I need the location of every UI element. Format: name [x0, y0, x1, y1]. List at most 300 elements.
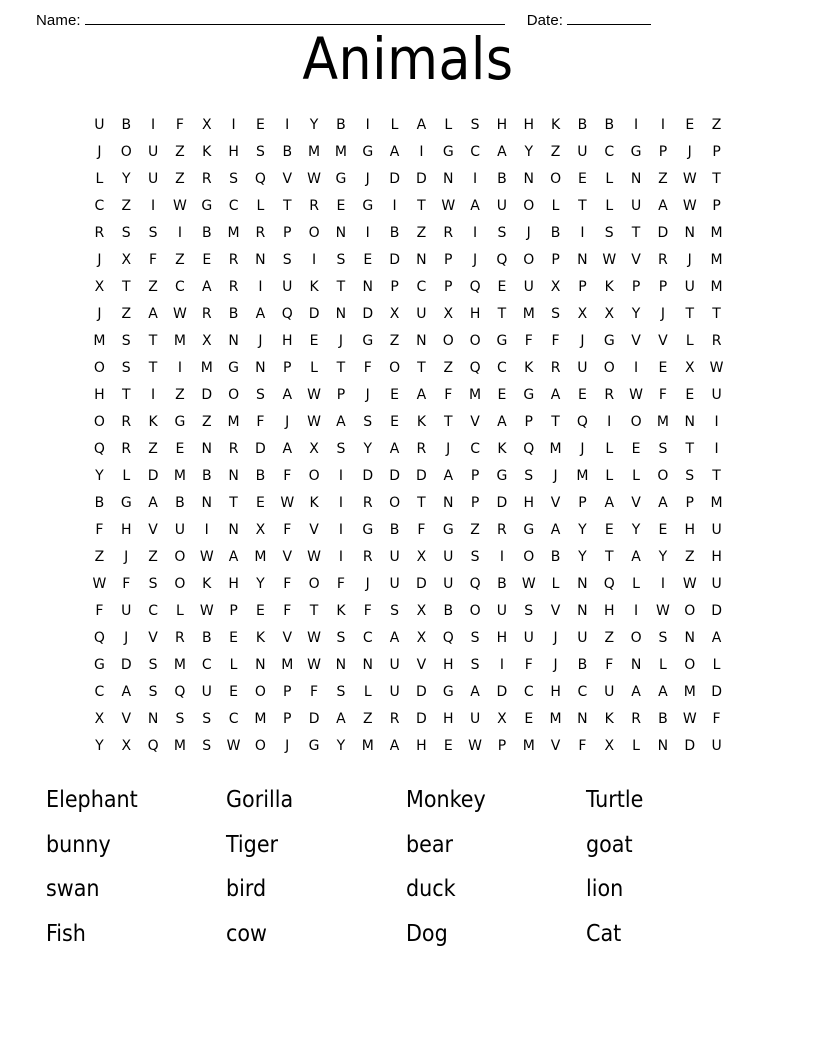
grid-cell[interactable]: W: [307, 657, 321, 673]
grid-cell[interactable]: M: [334, 144, 347, 160]
grid-cell[interactable]: N: [443, 171, 454, 187]
grid-cell[interactable]: T: [631, 225, 641, 241]
grid-cell[interactable]: R: [362, 495, 373, 511]
grid-cell[interactable]: O: [657, 468, 669, 484]
grid-cell[interactable]: J: [553, 630, 558, 646]
grid-cell[interactable]: W: [521, 576, 536, 592]
grid-cell[interactable]: I: [580, 225, 585, 241]
grid-cell[interactable]: N: [443, 495, 454, 511]
grid-cell[interactable]: M: [173, 468, 186, 484]
grid-cell[interactable]: E: [229, 684, 238, 700]
grid-cell[interactable]: D: [389, 252, 400, 268]
grid-cell[interactable]: L: [685, 333, 694, 349]
grid-cell[interactable]: D: [657, 225, 669, 241]
grid-cell[interactable]: Q: [523, 441, 535, 457]
grid-cell[interactable]: N: [201, 441, 212, 457]
grid-cell[interactable]: J: [365, 576, 370, 592]
grid-cell[interactable]: V: [282, 171, 293, 187]
grid-cell[interactable]: C: [228, 198, 239, 214]
grid-cell[interactable]: B: [201, 468, 212, 484]
grid-cell[interactable]: C: [416, 279, 427, 295]
grid-cell[interactable]: O: [254, 738, 266, 754]
grid-cell[interactable]: F: [712, 711, 721, 727]
grid-cell[interactable]: I: [258, 279, 263, 295]
grid-cell[interactable]: H: [228, 144, 239, 160]
grid-cell[interactable]: U: [174, 522, 186, 538]
grid-cell[interactable]: C: [470, 144, 480, 160]
grid-cell[interactable]: Z: [148, 549, 158, 565]
grid-cell[interactable]: I: [151, 198, 156, 214]
grid-cell[interactable]: O: [523, 198, 535, 214]
grid-cell[interactable]: I: [151, 117, 156, 133]
grid-cell[interactable]: D: [201, 387, 213, 403]
grid-cell[interactable]: F: [283, 522, 292, 538]
grid-cell[interactable]: N: [255, 252, 266, 268]
grid-cell[interactable]: F: [524, 657, 533, 673]
grid-cell[interactable]: C: [175, 279, 185, 295]
grid-cell[interactable]: Z: [470, 522, 480, 538]
grid-cell[interactable]: D: [684, 738, 696, 754]
grid-cell[interactable]: D: [362, 306, 374, 322]
grid-cell[interactable]: N: [416, 252, 427, 268]
grid-cell[interactable]: E: [497, 387, 507, 403]
grid-cell[interactable]: T: [712, 468, 721, 484]
grid-cell[interactable]: G: [201, 198, 213, 214]
grid-cell[interactable]: Q: [281, 306, 293, 322]
grid-cell[interactable]: F: [578, 738, 587, 754]
grid-cell[interactable]: B: [443, 603, 454, 619]
grid-cell[interactable]: Y: [578, 522, 587, 538]
grid-cell[interactable]: T: [309, 603, 319, 619]
grid-cell[interactable]: T: [336, 279, 346, 295]
grid-cell[interactable]: L: [444, 117, 453, 133]
grid-cell[interactable]: S: [202, 738, 212, 754]
grid-cell[interactable]: A: [282, 441, 293, 457]
grid-cell[interactable]: D: [389, 468, 400, 484]
grid-cell[interactable]: S: [336, 684, 346, 700]
grid-cell[interactable]: C: [228, 711, 239, 727]
grid-cell[interactable]: Q: [174, 684, 186, 700]
grid-cell[interactable]: W: [92, 576, 107, 592]
grid-cell[interactable]: R: [121, 441, 132, 457]
date-field[interactable]: [527, 12, 651, 28]
word-search-grid[interactable]: [86, 112, 730, 760]
grid-cell[interactable]: H: [281, 333, 293, 349]
grid-cell[interactable]: M: [308, 144, 321, 160]
grid-cell[interactable]: J: [553, 657, 558, 673]
name-write-line[interactable]: [85, 12, 505, 25]
grid-cell[interactable]: U: [523, 279, 534, 295]
grid-cell[interactable]: S: [470, 549, 480, 565]
grid-cell[interactable]: M: [173, 738, 186, 754]
grid-cell[interactable]: M: [469, 387, 482, 403]
grid-cell[interactable]: H: [496, 117, 508, 133]
grid-cell[interactable]: I: [473, 171, 478, 187]
grid-cell[interactable]: N: [201, 495, 212, 511]
grid-cell[interactable]: N: [335, 657, 347, 673]
grid-cell[interactable]: N: [416, 333, 427, 349]
grid-cell[interactable]: X: [389, 306, 400, 322]
grid-cell[interactable]: S: [470, 117, 480, 133]
grid-cell[interactable]: Q: [93, 630, 105, 646]
grid-cell[interactable]: D: [416, 576, 427, 592]
grid-cell[interactable]: P: [631, 279, 641, 295]
grid-cell[interactable]: O: [389, 360, 401, 376]
grid-cell[interactable]: G: [630, 144, 642, 160]
grid-cell[interactable]: L: [605, 468, 614, 484]
grid-cell[interactable]: V: [550, 738, 561, 754]
grid-cell[interactable]: C: [148, 603, 158, 619]
grid-cell[interactable]: O: [684, 603, 696, 619]
grid-cell[interactable]: F: [256, 414, 265, 430]
grid-cell[interactable]: S: [390, 603, 400, 619]
grid-cell[interactable]: A: [336, 414, 346, 430]
grid-cell[interactable]: Q: [469, 360, 481, 376]
grid-cell[interactable]: O: [442, 333, 454, 349]
grid-cell[interactable]: Q: [469, 279, 481, 295]
grid-cell[interactable]: M: [710, 225, 723, 241]
grid-cell[interactable]: M: [576, 468, 589, 484]
grid-cell[interactable]: L: [632, 738, 640, 754]
grid-cell[interactable]: T: [578, 198, 587, 214]
grid-cell[interactable]: G: [174, 414, 186, 430]
grid-cell[interactable]: N: [684, 630, 695, 646]
grid-cell[interactable]: S: [148, 225, 158, 241]
grid-cell[interactable]: U: [443, 576, 454, 592]
word-list-item[interactable]: swan: [46, 876, 100, 902]
grid-cell[interactable]: S: [470, 630, 480, 646]
grid-cell[interactable]: Q: [469, 576, 481, 592]
grid-cell[interactable]: V: [470, 414, 480, 430]
grid-cell[interactable]: K: [336, 603, 346, 619]
grid-cell[interactable]: O: [174, 549, 186, 565]
grid-cell[interactable]: T: [229, 495, 238, 511]
grid-cell[interactable]: B: [604, 117, 615, 133]
grid-cell[interactable]: H: [523, 117, 534, 133]
grid-cell[interactable]: B: [550, 225, 561, 241]
grid-cell[interactable]: U: [389, 576, 400, 592]
grid-cell[interactable]: K: [497, 441, 507, 457]
grid-cell[interactable]: L: [122, 468, 131, 484]
grid-cell[interactable]: R: [228, 279, 239, 295]
grid-cell[interactable]: Z: [121, 306, 132, 322]
grid-cell[interactable]: R: [658, 252, 668, 268]
grid-cell[interactable]: Q: [576, 414, 588, 430]
grid-cell[interactable]: P: [390, 279, 399, 295]
grid-cell[interactable]: M: [361, 738, 374, 754]
grid-cell[interactable]: J: [97, 306, 102, 322]
grid-cell[interactable]: P: [524, 414, 533, 430]
grid-cell[interactable]: M: [281, 657, 294, 673]
grid-cell[interactable]: E: [202, 252, 212, 268]
grid-cell[interactable]: O: [389, 495, 401, 511]
grid-cell[interactable]: H: [442, 711, 454, 727]
grid-cell[interactable]: J: [258, 333, 263, 349]
grid-cell[interactable]: X: [684, 360, 695, 376]
grid-cell[interactable]: P: [336, 387, 346, 403]
grid-cell[interactable]: L: [712, 657, 721, 673]
grid-cell[interactable]: W: [468, 738, 482, 754]
grid-cell[interactable]: V: [148, 630, 158, 646]
grid-cell[interactable]: T: [685, 441, 695, 457]
grid-cell[interactable]: V: [631, 495, 641, 511]
grid-cell[interactable]: U: [523, 630, 534, 646]
grid-cell[interactable]: K: [416, 414, 426, 430]
grid-cell[interactable]: N: [630, 171, 642, 187]
grid-cell[interactable]: R: [309, 198, 319, 214]
grid-cell[interactable]: B: [336, 117, 346, 133]
grid-cell[interactable]: H: [550, 684, 561, 700]
grid-cell[interactable]: J: [365, 387, 370, 403]
grid-cell[interactable]: C: [201, 657, 212, 673]
grid-cell[interactable]: H: [684, 522, 695, 538]
grid-cell[interactable]: S: [336, 441, 346, 457]
grid-cell[interactable]: V: [631, 252, 641, 268]
grid-cell[interactable]: T: [417, 360, 426, 376]
grid-cell[interactable]: M: [549, 441, 562, 457]
grid-cell[interactable]: A: [658, 495, 668, 511]
grid-cell[interactable]: N: [523, 171, 534, 187]
grid-cell[interactable]: A: [497, 414, 507, 430]
grid-cell[interactable]: J: [124, 549, 129, 565]
grid-cell[interactable]: Z: [175, 252, 185, 268]
grid-cell[interactable]: K: [255, 630, 265, 646]
grid-cell[interactable]: P: [229, 603, 238, 619]
grid-cell[interactable]: A: [389, 441, 400, 457]
grid-cell[interactable]: S: [658, 630, 668, 646]
grid-cell[interactable]: E: [443, 738, 453, 754]
grid-cell[interactable]: S: [336, 252, 346, 268]
grid-cell[interactable]: P: [283, 711, 292, 727]
grid-cell[interactable]: W: [172, 306, 187, 322]
grid-cell[interactable]: U: [389, 549, 400, 565]
grid-cell[interactable]: A: [658, 684, 668, 700]
word-list-item[interactable]: cow: [226, 920, 267, 947]
grid-cell[interactable]: Z: [389, 333, 400, 349]
grid-cell[interactable]: T: [551, 414, 560, 430]
grid-cell[interactable]: E: [658, 360, 668, 376]
grid-cell[interactable]: M: [710, 279, 723, 295]
grid-cell[interactable]: P: [578, 495, 587, 511]
grid-cell[interactable]: M: [227, 225, 240, 241]
grid-cell[interactable]: I: [714, 414, 719, 430]
grid-cell[interactable]: V: [148, 522, 158, 538]
grid-cell[interactable]: O: [603, 360, 615, 376]
grid-cell[interactable]: E: [497, 279, 507, 295]
grid-cell[interactable]: B: [228, 306, 239, 322]
grid-cell[interactable]: A: [121, 684, 132, 700]
grid-cell[interactable]: X: [121, 738, 132, 754]
grid-cell[interactable]: P: [444, 279, 453, 295]
grid-cell[interactable]: F: [363, 603, 372, 619]
grid-cell[interactable]: R: [121, 414, 132, 430]
grid-cell[interactable]: I: [151, 387, 156, 403]
grid-cell[interactable]: T: [336, 360, 346, 376]
grid-cell[interactable]: S: [148, 657, 158, 673]
grid-cell[interactable]: R: [416, 441, 427, 457]
grid-cell[interactable]: U: [711, 738, 722, 754]
grid-cell[interactable]: W: [682, 711, 697, 727]
word-list-item[interactable]: Turtle: [586, 787, 644, 813]
grid-cell[interactable]: I: [177, 360, 182, 376]
grid-cell[interactable]: R: [631, 711, 641, 727]
grid-cell[interactable]: X: [94, 711, 105, 727]
grid-cell[interactable]: D: [416, 711, 427, 727]
grid-cell[interactable]: E: [390, 387, 399, 403]
grid-cell[interactable]: N: [684, 414, 695, 430]
grid-cell[interactable]: S: [470, 657, 480, 673]
grid-cell[interactable]: Q: [603, 576, 615, 592]
grid-cell[interactable]: U: [389, 657, 400, 673]
grid-cell[interactable]: E: [577, 171, 587, 187]
grid-cell[interactable]: P: [497, 738, 507, 754]
grid-cell[interactable]: W: [307, 171, 321, 187]
grid-cell[interactable]: U: [604, 684, 615, 700]
grid-cell[interactable]: K: [524, 360, 534, 376]
grid-cell[interactable]: P: [685, 495, 694, 511]
grid-cell[interactable]: U: [147, 144, 159, 160]
grid-cell[interactable]: W: [199, 549, 214, 565]
grid-cell[interactable]: R: [228, 441, 239, 457]
grid-cell[interactable]: I: [634, 360, 639, 376]
grid-cell[interactable]: A: [470, 198, 480, 214]
grid-cell[interactable]: I: [312, 252, 317, 268]
grid-cell[interactable]: X: [255, 522, 266, 538]
grid-cell[interactable]: W: [441, 198, 456, 214]
grid-cell[interactable]: B: [201, 630, 212, 646]
grid-cell[interactable]: K: [604, 711, 614, 727]
grid-cell[interactable]: M: [173, 657, 186, 673]
grid-cell[interactable]: F: [283, 576, 292, 592]
grid-cell[interactable]: D: [416, 171, 427, 187]
grid-cell[interactable]: T: [282, 198, 292, 214]
grid-cell[interactable]: W: [172, 198, 187, 214]
grid-cell[interactable]: D: [255, 441, 266, 457]
grid-cell[interactable]: X: [497, 711, 507, 727]
grid-cell[interactable]: I: [231, 117, 236, 133]
grid-cell[interactable]: I: [473, 225, 478, 241]
grid-cell[interactable]: D: [496, 495, 508, 511]
grid-cell[interactable]: H: [523, 495, 534, 511]
grid-cell[interactable]: Y: [309, 117, 319, 133]
grid-cell[interactable]: O: [550, 171, 562, 187]
grid-cell[interactable]: J: [580, 441, 585, 457]
grid-cell[interactable]: B: [658, 711, 668, 727]
grid-cell[interactable]: F: [417, 522, 426, 538]
grid-cell[interactable]: W: [226, 738, 241, 754]
grid-cell[interactable]: F: [95, 522, 104, 538]
grid-cell[interactable]: K: [309, 279, 319, 295]
grid-cell[interactable]: Y: [631, 306, 641, 322]
grid-cell[interactable]: O: [630, 414, 642, 430]
grid-cell[interactable]: W: [307, 630, 321, 646]
grid-cell[interactable]: U: [443, 549, 454, 565]
grid-cell[interactable]: M: [710, 252, 723, 268]
grid-cell[interactable]: F: [524, 333, 533, 349]
grid-cell[interactable]: U: [416, 306, 427, 322]
grid-cell[interactable]: G: [442, 684, 454, 700]
grid-cell[interactable]: I: [634, 117, 639, 133]
grid-cell[interactable]: I: [338, 468, 343, 484]
grid-cell[interactable]: I: [392, 198, 397, 214]
grid-cell[interactable]: E: [685, 387, 695, 403]
grid-cell[interactable]: S: [148, 684, 158, 700]
grid-cell[interactable]: O: [523, 549, 535, 565]
grid-cell[interactable]: O: [174, 576, 186, 592]
grid-cell[interactable]: G: [362, 522, 374, 538]
grid-cell[interactable]: J: [473, 252, 478, 268]
grid-cell[interactable]: E: [524, 711, 534, 727]
grid-cell[interactable]: G: [335, 171, 347, 187]
grid-cell[interactable]: N: [577, 711, 588, 727]
grid-cell[interactable]: G: [603, 333, 615, 349]
grid-cell[interactable]: B: [201, 225, 212, 241]
grid-cell[interactable]: E: [658, 522, 668, 538]
grid-cell[interactable]: N: [577, 576, 588, 592]
word-list-item[interactable]: Monkey: [406, 787, 486, 813]
grid-cell[interactable]: W: [709, 360, 724, 376]
grid-cell[interactable]: D: [389, 171, 400, 187]
grid-cell[interactable]: U: [389, 684, 400, 700]
grid-cell[interactable]: T: [417, 198, 426, 214]
grid-cell[interactable]: P: [712, 198, 721, 214]
grid-cell[interactable]: P: [658, 144, 668, 160]
grid-cell[interactable]: A: [550, 387, 561, 403]
grid-cell[interactable]: Y: [631, 522, 641, 538]
grid-cell[interactable]: A: [201, 279, 212, 295]
grid-cell[interactable]: K: [202, 144, 212, 160]
grid-cell[interactable]: R: [711, 333, 722, 349]
grid-cell[interactable]: S: [282, 252, 292, 268]
grid-cell[interactable]: I: [204, 522, 209, 538]
grid-cell[interactable]: A: [148, 306, 158, 322]
grid-cell[interactable]: Z: [121, 198, 132, 214]
grid-cell[interactable]: F: [283, 603, 292, 619]
grid-cell[interactable]: Y: [336, 738, 346, 754]
word-list-item[interactable]: bunny: [46, 831, 111, 858]
grid-cell[interactable]: I: [338, 549, 343, 565]
grid-cell[interactable]: I: [285, 117, 290, 133]
grid-cell[interactable]: D: [496, 684, 508, 700]
grid-cell[interactable]: Z: [416, 225, 427, 241]
grid-cell[interactable]: H: [469, 306, 481, 322]
grid-cell[interactable]: X: [121, 252, 132, 268]
grid-cell[interactable]: C: [604, 144, 615, 160]
grid-cell[interactable]: J: [526, 225, 531, 241]
grid-cell[interactable]: B: [497, 171, 507, 187]
grid-cell[interactable]: A: [389, 738, 400, 754]
grid-cell[interactable]: X: [201, 333, 212, 349]
grid-cell[interactable]: H: [94, 387, 105, 403]
grid-cell[interactable]: Z: [94, 549, 105, 565]
grid-cell[interactable]: G: [362, 333, 374, 349]
grid-cell[interactable]: U: [94, 117, 105, 133]
grid-cell[interactable]: M: [710, 495, 723, 511]
grid-cell[interactable]: N: [577, 603, 588, 619]
word-list-item[interactable]: Dog: [406, 920, 448, 947]
grid-cell[interactable]: N: [684, 225, 695, 241]
grid-cell[interactable]: Z: [148, 441, 158, 457]
grid-cell[interactable]: A: [416, 117, 427, 133]
grid-cell[interactable]: J: [97, 144, 102, 160]
grid-cell[interactable]: F: [122, 576, 131, 592]
grid-cell[interactable]: A: [282, 387, 293, 403]
grid-cell[interactable]: L: [363, 684, 372, 700]
grid-cell[interactable]: J: [97, 252, 102, 268]
grid-cell[interactable]: U: [577, 360, 588, 376]
grid-cell[interactable]: E: [577, 387, 587, 403]
grid-cell[interactable]: A: [228, 549, 239, 565]
